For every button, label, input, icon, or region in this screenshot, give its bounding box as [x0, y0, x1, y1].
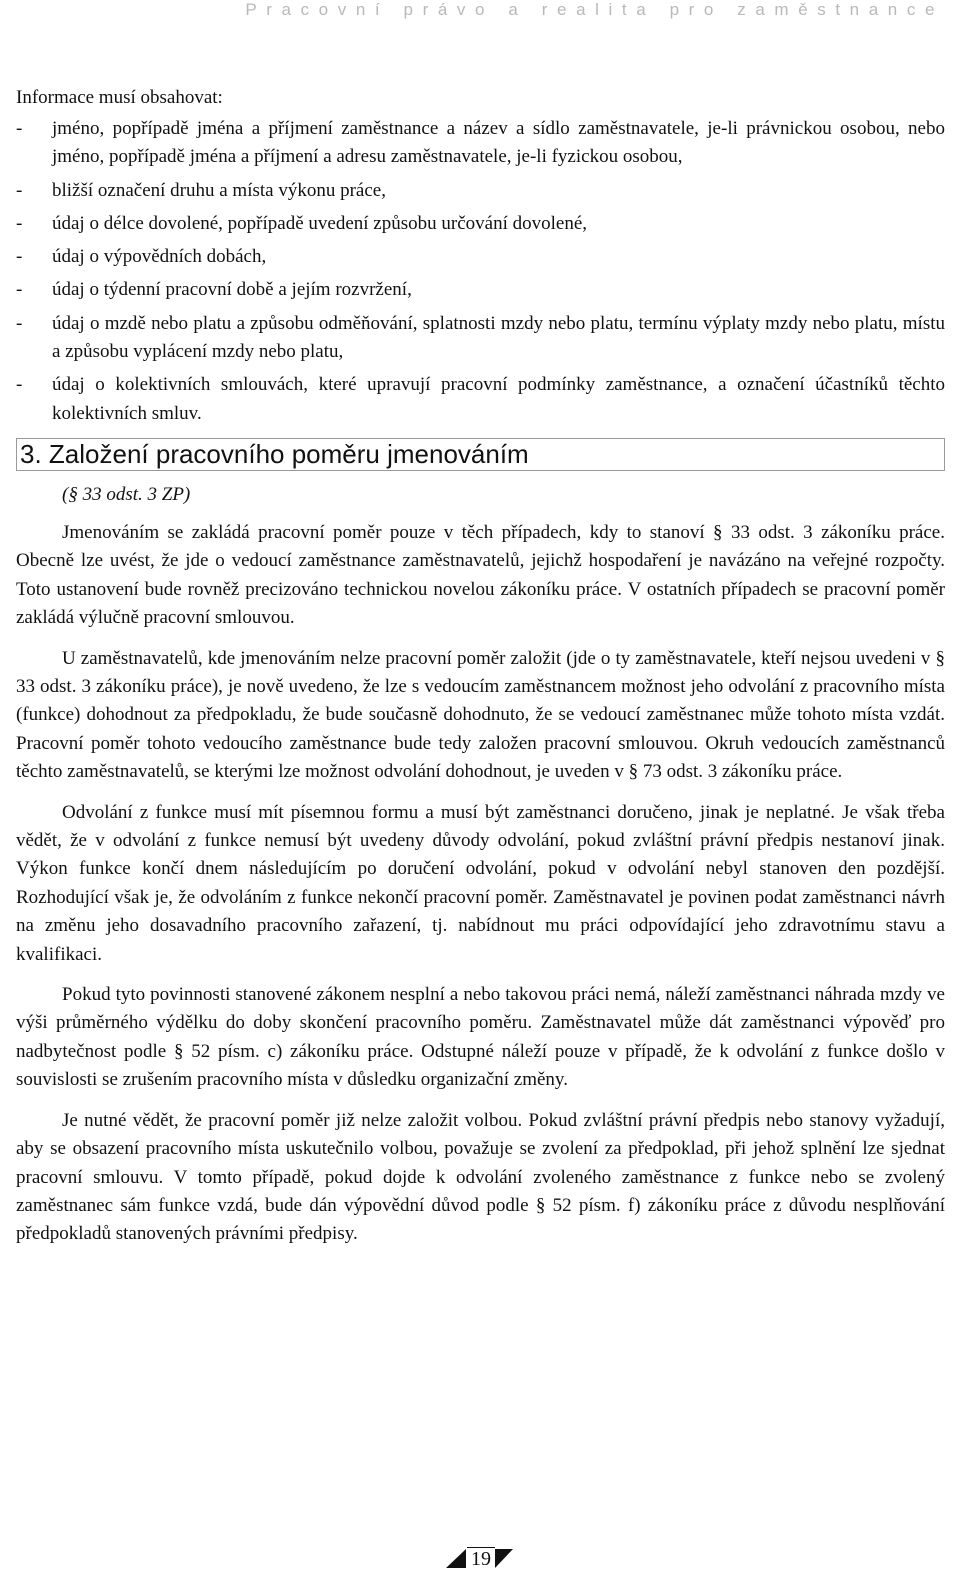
list-item: - údaj o kolektivních smlouvách, které upravují pracovní podmínky zaměstnance, a označení účastníků těchto kolektivních smluv.	[16, 371, 945, 428]
section-heading: 3. Založení pracovního poměru jmenováním	[16, 438, 945, 471]
bullet-marker: -	[16, 246, 23, 268]
bullet-marker: -	[16, 374, 23, 396]
paragraph: Je nutné vědět, že pracovní poměr již nelze založit volbou. Pokud zvláštní právní předpis nebo stanovy vyžadují, aby se obsazení pracovního místa uskutečnilo volbou, považuje se zvolení za předpoklad, při jehož splnění lze sjednat pracovní smlouvu. V tomto případě, pokud dojde k odvolání zvoleného zaměstnance z funkce nebo se zvolený zaměstnanec sám funkce vzdá, bude dán výpovědní důvod podle § 52 písm. f) zákoníku práce z důvodu nesplňování předpokladů stanovených právními předpisy.	[16, 1109, 945, 1245]
list-item: - údaj o týdenní pracovní době a jejím rozvržení,	[16, 276, 945, 304]
bullet-marker: -	[16, 118, 23, 139]
bullet-marker: -	[16, 212, 23, 234]
running-header: Pracovní právo a realita pro zaměstnance	[245, 0, 944, 19]
law-reference: (§ 33 odst. 3 ZP)	[62, 483, 191, 505]
page-number: 19	[467, 1547, 495, 1570]
page-footer	[0, 1547, 960, 1570]
paragraph: U zaměstnavatelů, kde jmenováním nelze pracovní poměr založit (jde o ty zaměstnavatele, kteří nejsou uvedeni v § 33 odst. 3 zákoníku práce), je nově uvedeno, že lze s vedoucím zaměstnancem možnost jeho odvolání z pracovního místa (funkce) dohodnout za předpokladu, že bude současně dohodnuto, že se vedoucí zaměstnanec může tohoto místa vzdát. Pracovní poměr tohoto vedoucího zaměstnance bude tedy založen pracovní smlouvou. Okruh vedoucích zaměstnanců těchto zaměstnavatelů, se kterými lze možnost odvolání dohodnout, je uveden v § 73 odst. 3 zákoníku práce.	[16, 647, 945, 783]
paragraph: Pokud tyto povinnosti stanovené zákonem nesplní a nebo takovou práci nemá, náleží zaměstnanci náhrada mzdy ve výši průměrného výdělku do doby skončení pracovního poměru. Zaměstnavatel může dát zaměstnanci výpověď pro nadbytečnost podle § 52 písm. c) zákoníku práce. Odstupné náleží pouze v případě, že k odvolání z funkce došlo v souvislosti se zrušením pracovního místa v důsledku organizační změny.	[16, 984, 945, 1091]
document-body	[16, 84, 945, 1261]
list-item: - bližší označení druhu a místa výkonu práce,	[16, 177, 945, 205]
info-requirements-list	[16, 115, 945, 428]
footer-right-triangle-icon	[495, 1549, 513, 1568]
bullet-marker: -	[16, 312, 23, 334]
list-item: - údaj o mzdě nebo platu a způsobu odměňování, splatnosti mzdy nebo platu, termínu výplaty mzdy nebo platu, místu a způsobu vyplácení mzdy nebo platu,	[16, 310, 945, 367]
list-item: - jméno, popřípadě jména a příjmení zaměstnance a název a sídlo zaměstnavatele, je-li právnickou osobou, nebo jméno, popřípadě jména a příjmení a adresu zaměstnavatele, je-li fyzickou osobou,	[16, 115, 945, 172]
paragraph: Jmenováním se zakládá pracovní poměr pouze v těch případech, kdy to stanoví § 33 odst. 3 zákoníku práce. Obecně lze uvést, že jde o vedoucí zaměstnance zaměstnavatelů, jejichž hospodaření je navázáno na veřejné rozpočty. Toto ustanovení bude rovněž precizováno technickou novelou zákoníku práce. V ostatních případech se pracovní poměr zakládá výlučně pracovní smlouvou.	[16, 521, 945, 629]
bullet-marker: -	[16, 279, 23, 301]
bullet-marker: -	[16, 179, 23, 201]
footer-left-triangle-icon	[446, 1549, 466, 1568]
intro-text: Informace musí obsahovat:	[16, 87, 223, 108]
list-item: - údaj o délce dovolené, popřípadě uvedení způsobu určování dovolené,	[16, 210, 945, 238]
list-item: - údaj o výpovědních dobách,	[16, 243, 945, 271]
paragraph: Odvolání z funkce musí mít písemnou formu a musí být zaměstnanci doručeno, jinak je neplatné. Je však třeba vědět, že v odvolání z funkce nemusí být uvedeny důvody odvolání, pokud zvláštní právní předpis nestanoví jinak. Výkon funkce končí dnem následujícím po doručení odvolání, pokud v odvolání nebyl stanoven den pozdější. Rozhodující však je, že odvoláním z funkce nekončí pracovní poměr. Zaměstnavatel je povinen podat zaměstnanci návrh na změnu jeho dosavadního pracovního zařazení, tj. nabídnout mu práci odpovídající jeho zdravotnímu stavu a kvalifikaci.	[16, 801, 945, 965]
